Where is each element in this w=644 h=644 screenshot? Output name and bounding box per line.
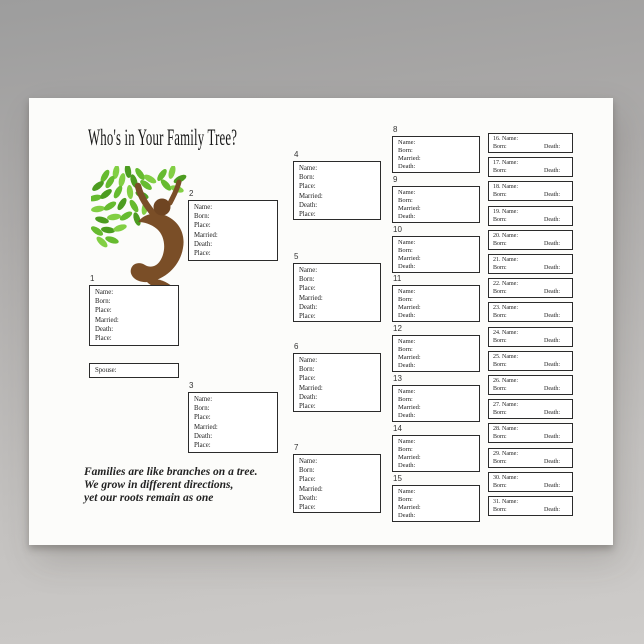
pedigree-box xyxy=(488,423,573,443)
death-label: Death: xyxy=(544,434,560,440)
numbered-name-label: 21. Name: xyxy=(493,257,518,263)
field-label: Death: xyxy=(398,311,416,319)
box-number: 15 xyxy=(393,474,402,483)
quote xyxy=(84,466,257,504)
box-number: 13 xyxy=(393,374,402,383)
born-death-row xyxy=(489,385,572,393)
field-label: Name: xyxy=(398,287,416,295)
pedigree-box-cell xyxy=(392,374,480,422)
field-label: Name: xyxy=(299,357,318,364)
box-number: 10 xyxy=(393,225,402,234)
pedigree-box-cell xyxy=(392,225,480,273)
field-label: Death: xyxy=(194,240,213,248)
field-label: Place: xyxy=(299,211,316,219)
field-label: Married: xyxy=(95,316,119,324)
field-label: Death: xyxy=(398,511,416,519)
born-label: Born: xyxy=(493,241,507,247)
field-label: Death: xyxy=(398,361,416,369)
pedigree-box xyxy=(488,375,573,395)
field-label: Born: xyxy=(299,276,315,284)
field-label: Born: xyxy=(95,298,111,306)
pedigree-box xyxy=(488,472,573,492)
pedigree-box xyxy=(392,435,480,472)
quote-line-1: Families are like branches on a tree. xyxy=(84,466,258,478)
born-label: Born: xyxy=(493,410,507,416)
numbered-name-label: 19. Name: xyxy=(493,209,518,215)
quote-line-3: yet our roots remain as one xyxy=(84,491,214,504)
field-label: Death: xyxy=(299,393,318,401)
born-label: Born: xyxy=(493,483,507,489)
numbered-name-label: 16. Name: xyxy=(493,136,518,142)
numbered-name-label: 30. Name: xyxy=(493,475,518,481)
born-death-row xyxy=(489,191,572,199)
pedigree-box xyxy=(488,351,573,371)
death-label: Death: xyxy=(544,386,560,392)
field-label: Name: xyxy=(194,396,213,403)
field-label: Place: xyxy=(95,335,112,343)
born-death-row xyxy=(489,143,572,151)
pedigree-box-cell xyxy=(392,125,480,173)
box-number: 5 xyxy=(294,252,299,261)
born-label: Born: xyxy=(493,289,507,295)
field-label: Name: xyxy=(398,437,416,445)
pedigree-box-cell xyxy=(188,381,278,453)
born-death-row xyxy=(489,361,572,369)
field-label: Death: xyxy=(398,461,416,469)
field-label: Married: xyxy=(398,453,421,461)
box-number: 14 xyxy=(393,424,402,433)
born-death-row xyxy=(489,264,572,272)
field-label: Place: xyxy=(95,307,112,315)
field-label: Name: xyxy=(398,387,416,395)
field-label: Born: xyxy=(299,467,315,475)
born-label: Born: xyxy=(493,338,507,344)
death-label: Death: xyxy=(544,265,560,271)
pedigree-box xyxy=(488,133,573,153)
pedigree-box-cell xyxy=(392,274,480,322)
pedigree-box-cell xyxy=(293,443,381,513)
field-label: Name: xyxy=(194,204,213,211)
numbered-name-label: 25. Name: xyxy=(493,354,518,360)
born-label: Born: xyxy=(493,386,507,392)
box-number: 2 xyxy=(189,189,194,198)
field-label: Married: xyxy=(194,231,218,239)
box-number: 1 xyxy=(90,274,95,283)
born-label: Born: xyxy=(493,459,507,465)
pedigree-box xyxy=(392,236,480,273)
pedigree-box-cell xyxy=(293,342,381,412)
born-death-row xyxy=(489,216,572,224)
pedigree-box-cell xyxy=(488,181,573,201)
field-label: Death: xyxy=(398,162,416,170)
numbered-name-label: 23. Name: xyxy=(493,305,518,311)
pedigree-box-cell xyxy=(488,399,573,419)
born-death-row xyxy=(489,312,572,320)
pedigree-box xyxy=(488,448,573,468)
born-label: Born: xyxy=(493,362,507,368)
born-label: Born: xyxy=(493,192,507,198)
pedigree-box-cell xyxy=(392,474,480,522)
field-label: Married: xyxy=(398,204,421,212)
spouse-label: Spouse: xyxy=(95,367,117,374)
box-number: 11 xyxy=(393,274,402,283)
pedigree-box-cell xyxy=(188,189,278,261)
field-label: Name: xyxy=(398,188,416,196)
pedigree-box-cell xyxy=(488,327,573,347)
pedigree-box-cell xyxy=(488,423,573,443)
field-label: Married: xyxy=(299,192,323,200)
numbered-name-label: 22. Name: xyxy=(493,281,518,287)
pedigree-box xyxy=(392,186,480,223)
pedigree-box xyxy=(488,278,573,298)
spouse-box xyxy=(89,363,179,378)
numbered-name-label: 31. Name: xyxy=(493,499,518,505)
poster-title: Who's in Your Family Tree? xyxy=(88,125,238,151)
field-label: Place: xyxy=(194,222,211,230)
pedigree-box xyxy=(488,496,573,516)
field-label: Married: xyxy=(398,303,421,311)
pedigree-box xyxy=(488,206,573,226)
poster-page xyxy=(29,98,613,545)
death-label: Death: xyxy=(544,144,560,150)
field-label: Born: xyxy=(194,405,210,413)
numbered-name-label: 24. Name: xyxy=(493,330,518,336)
pedigree-box xyxy=(293,161,381,220)
pedigree-box xyxy=(392,136,480,173)
pedigree-box-cell xyxy=(488,375,573,395)
born-death-row xyxy=(489,482,572,490)
field-label: Born: xyxy=(398,196,413,204)
field-label: Married: xyxy=(398,254,421,262)
born-death-row xyxy=(489,337,572,345)
pedigree-box-cell xyxy=(89,274,179,346)
field-label: Death: xyxy=(398,212,416,220)
death-label: Death: xyxy=(544,338,560,344)
field-label: Married: xyxy=(299,485,323,493)
pedigree-box xyxy=(293,263,381,322)
pedigree-box-cell xyxy=(488,206,573,226)
pedigree-box xyxy=(392,285,480,322)
numbered-name-label: 20. Name: xyxy=(493,233,518,239)
numbered-name-label: 29. Name: xyxy=(493,451,518,457)
field-label: Name: xyxy=(398,487,416,495)
pedigree-box-cell xyxy=(488,448,573,468)
death-label: Death: xyxy=(544,362,560,368)
box-number: 6 xyxy=(294,342,299,351)
field-label: Place: xyxy=(194,414,211,422)
pedigree-box xyxy=(488,230,573,250)
pedigree-box xyxy=(392,485,480,522)
pedigree-box xyxy=(488,181,573,201)
box-number: 8 xyxy=(393,125,398,134)
field-label: Place: xyxy=(194,442,211,450)
pedigree-box-cell xyxy=(488,254,573,274)
field-label: Married: xyxy=(398,503,421,511)
death-label: Death: xyxy=(544,410,560,416)
field-label: Married: xyxy=(398,403,421,411)
field-label: Place: xyxy=(299,183,316,191)
field-label: Born: xyxy=(194,213,210,221)
death-label: Death: xyxy=(544,507,560,513)
pedigree-box-cell xyxy=(488,496,573,516)
field-label: Married: xyxy=(299,384,323,392)
numbered-name-label: 28. Name: xyxy=(493,426,518,432)
pedigree-box-cell xyxy=(488,133,573,153)
pedigree-box-cell xyxy=(293,252,381,322)
field-label: Born: xyxy=(398,295,413,303)
field-label: Born: xyxy=(398,345,413,353)
field-label: Death: xyxy=(398,262,416,270)
pedigree-box xyxy=(188,392,278,453)
born-death-row xyxy=(489,167,572,175)
box-number: 12 xyxy=(393,324,402,333)
field-label: Married: xyxy=(398,154,421,162)
born-death-row xyxy=(489,433,572,441)
field-label: Married: xyxy=(398,353,421,361)
born-label: Born: xyxy=(493,507,507,513)
field-label: Name: xyxy=(299,267,318,274)
field-label: Married: xyxy=(299,294,323,302)
field-label: Name: xyxy=(299,458,318,465)
quote-line-2: We grow in different directions, xyxy=(84,478,234,491)
born-label: Born: xyxy=(493,265,507,271)
field-label: Name: xyxy=(299,165,318,172)
field-label: Born: xyxy=(398,395,413,403)
death-label: Death: xyxy=(544,483,560,489)
field-label: Place: xyxy=(299,504,316,512)
death-label: Death: xyxy=(544,241,560,247)
born-death-row xyxy=(489,458,572,466)
pedigree-box xyxy=(392,385,480,422)
pedigree-box-cell xyxy=(488,230,573,250)
field-label: Place: xyxy=(194,250,211,258)
born-death-row xyxy=(489,240,572,248)
death-label: Death: xyxy=(544,192,560,198)
field-label: Death: xyxy=(299,303,318,311)
field-label: Place: xyxy=(299,403,316,411)
numbered-name-label: 17. Name: xyxy=(493,160,518,166)
pedigree-box-cell xyxy=(488,351,573,371)
pedigree-box xyxy=(488,254,573,274)
born-death-row xyxy=(489,409,572,417)
pedigree-box xyxy=(89,285,179,346)
field-label: Born: xyxy=(398,445,413,453)
born-label: Born: xyxy=(493,313,507,319)
box-number: 3 xyxy=(189,381,194,390)
pedigree-box-cell xyxy=(392,175,480,223)
field-label: Name: xyxy=(398,238,416,246)
field-label: Death: xyxy=(299,494,318,502)
field-label: Place: xyxy=(299,285,316,293)
field-label: Death: xyxy=(194,432,213,440)
born-label: Born: xyxy=(493,168,507,174)
field-label: Name: xyxy=(398,337,416,345)
field-label: Death: xyxy=(299,201,318,209)
box-number: 7 xyxy=(294,443,299,452)
field-label: Born: xyxy=(398,246,413,254)
pedigree-box xyxy=(488,399,573,419)
numbered-name-label: 27. Name: xyxy=(493,402,518,408)
pedigree-box-cell xyxy=(392,424,480,472)
death-label: Death: xyxy=(544,459,560,465)
death-label: Death: xyxy=(544,313,560,319)
pedigree-box-cell xyxy=(293,150,381,220)
born-death-row xyxy=(489,506,572,514)
pedigree-box-cell xyxy=(392,324,480,372)
pedigree-box-cell xyxy=(488,157,573,177)
born-label: Born: xyxy=(493,434,507,440)
field-label: Married: xyxy=(194,423,218,431)
box-number: 9 xyxy=(393,175,398,184)
death-label: Death: xyxy=(544,168,560,174)
box-number: 4 xyxy=(294,150,299,159)
spouse-box-cell xyxy=(89,363,179,378)
pedigree-box xyxy=(293,454,381,513)
pedigree-box xyxy=(293,353,381,412)
numbered-name-label: 18. Name: xyxy=(493,184,518,190)
pedigree-box-cell xyxy=(488,302,573,322)
death-label: Death: xyxy=(544,289,560,295)
pedigree-box xyxy=(188,200,278,261)
born-label: Born: xyxy=(493,217,507,223)
field-label: Place: xyxy=(299,375,316,383)
pedigree-box xyxy=(488,327,573,347)
pedigree-box-cell xyxy=(488,278,573,298)
pedigree-box xyxy=(488,157,573,177)
field-label: Death: xyxy=(398,411,416,419)
numbered-name-label: 26. Name: xyxy=(493,378,518,384)
field-label: Death: xyxy=(95,325,114,333)
field-label: Born: xyxy=(398,495,413,503)
field-label: Name: xyxy=(95,289,114,296)
death-label: Death: xyxy=(544,217,560,223)
born-death-row xyxy=(489,288,572,296)
pedigree-box xyxy=(488,302,573,322)
field-label: Born: xyxy=(398,146,413,154)
pedigree-box xyxy=(392,335,480,372)
born-label: Born: xyxy=(493,144,507,150)
field-label: Born: xyxy=(299,366,315,374)
pedigree-box-cell xyxy=(488,472,573,492)
field-label: Name: xyxy=(398,138,416,146)
field-label: Born: xyxy=(299,174,315,182)
field-label: Place: xyxy=(299,476,316,484)
field-label: Place: xyxy=(299,313,316,321)
